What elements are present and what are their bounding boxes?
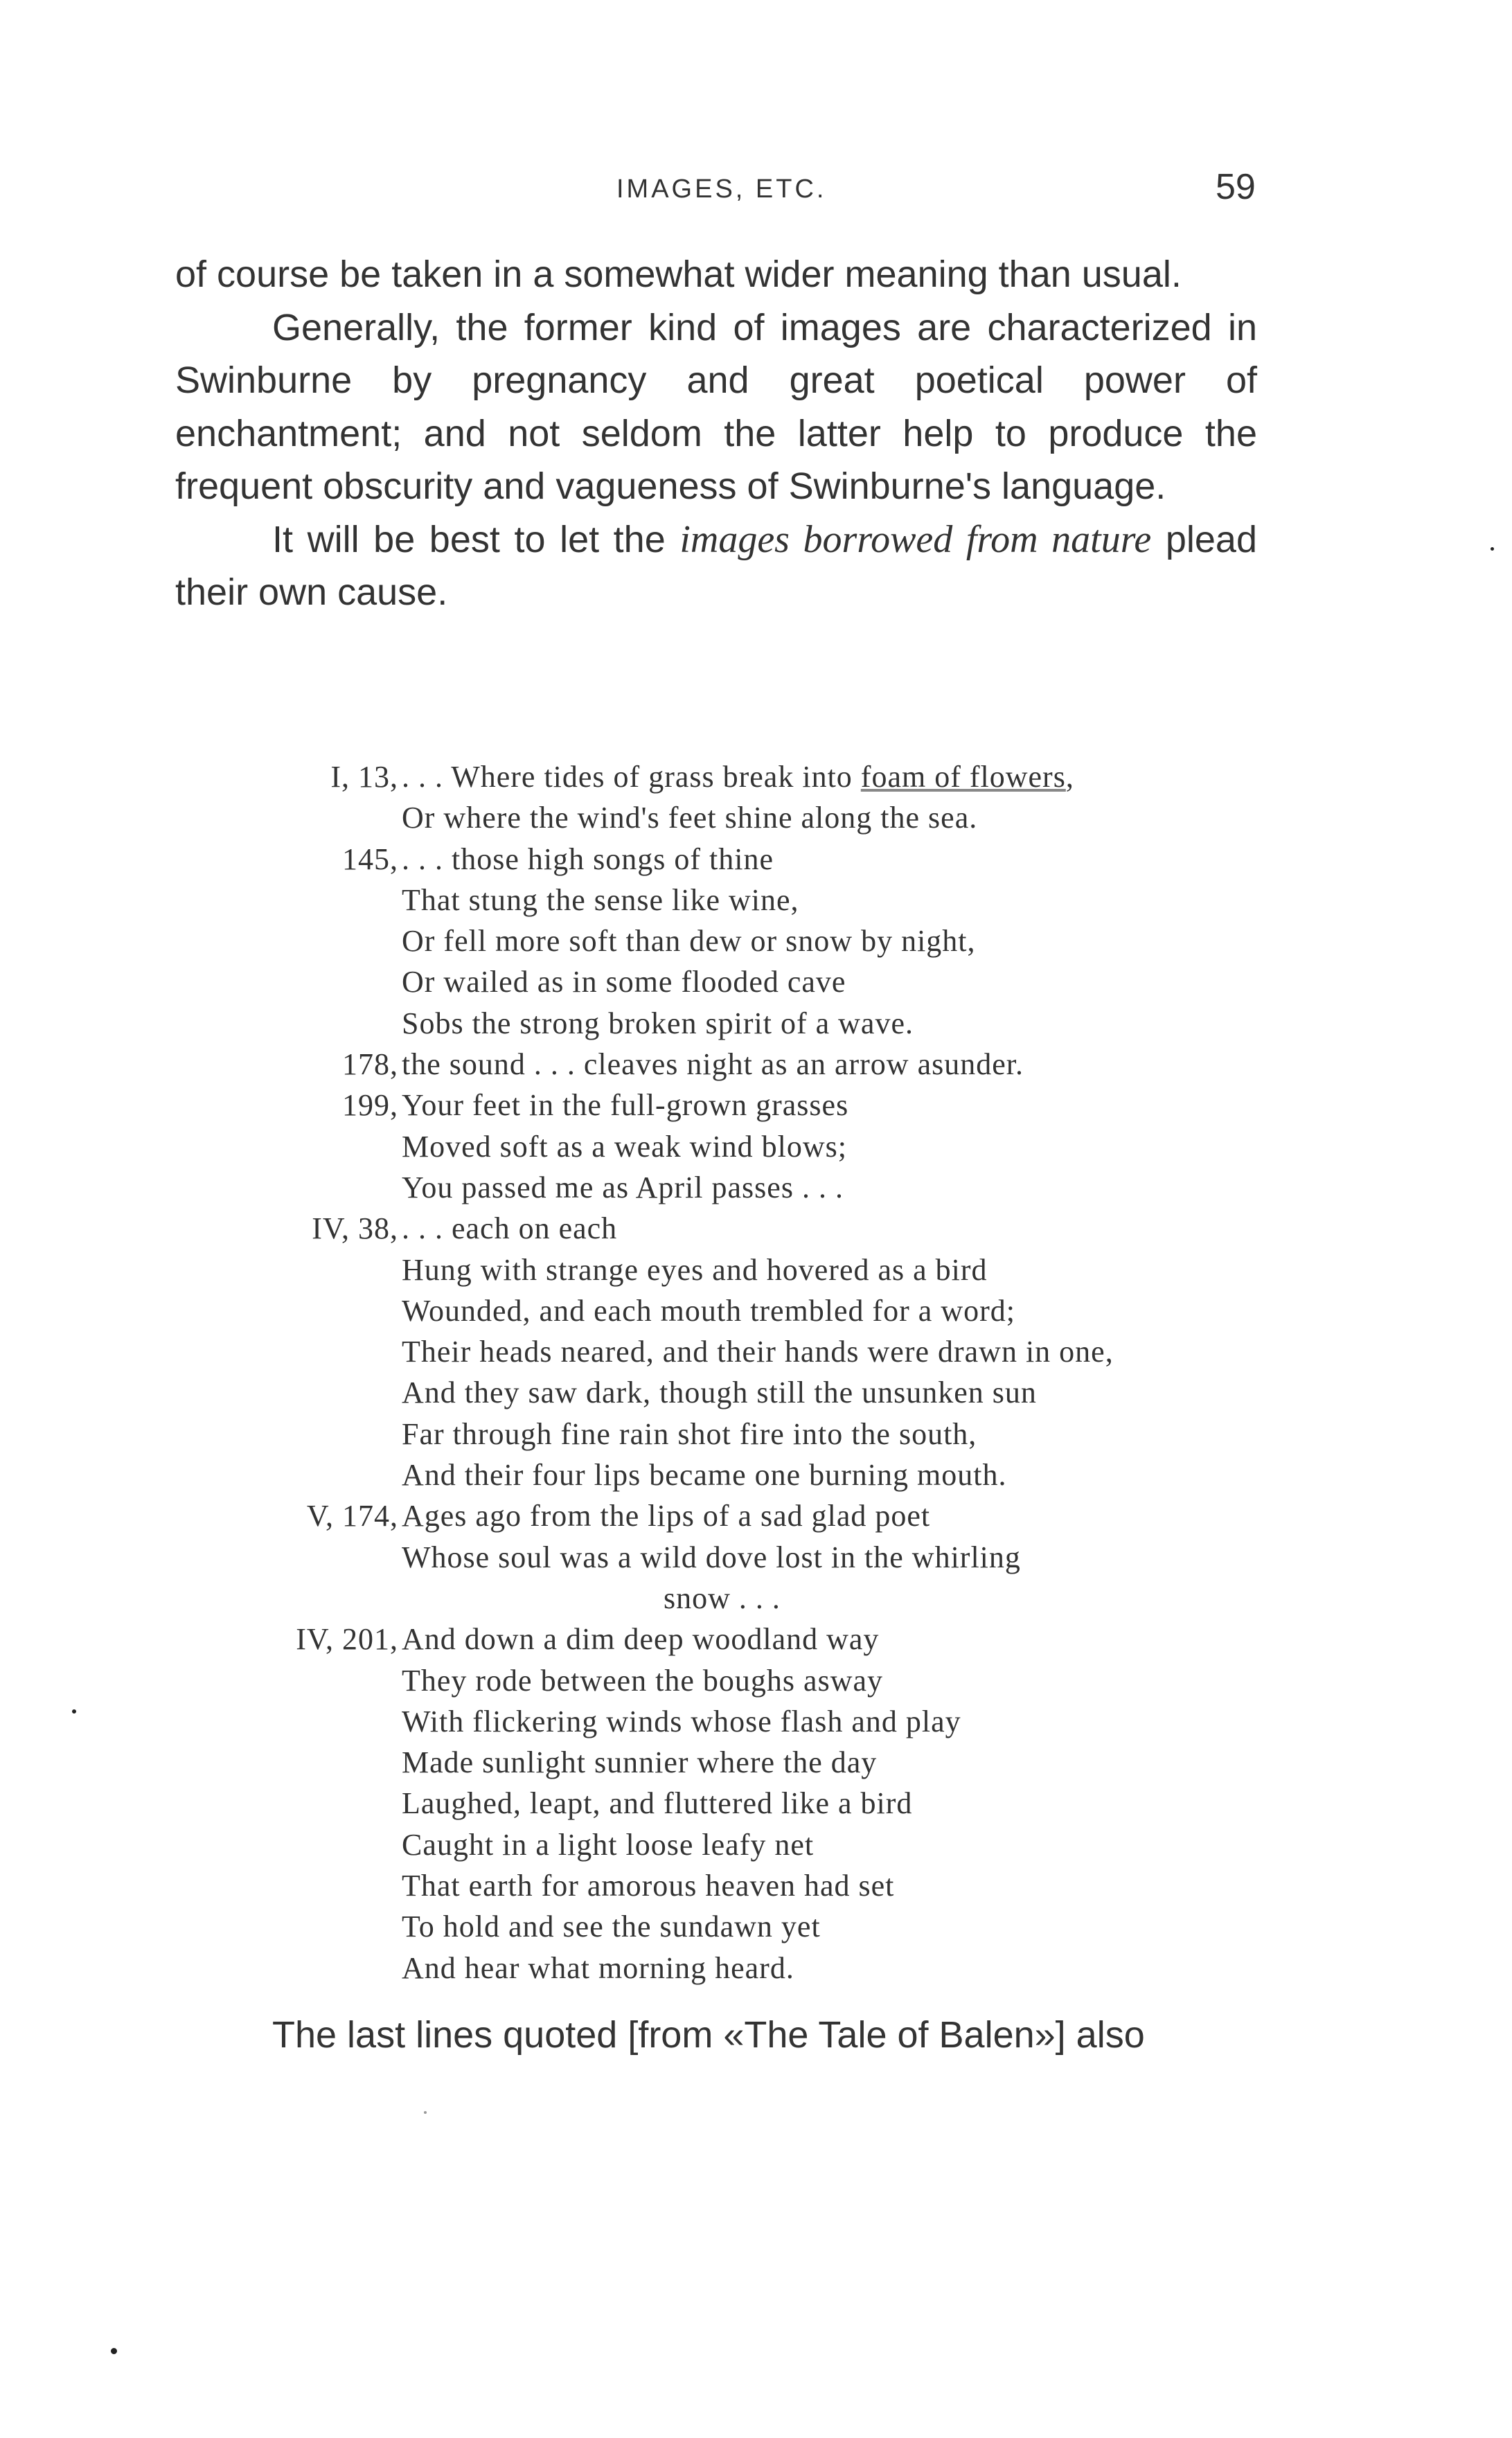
- quote-line: [263, 1249, 1268, 1290]
- quote-text: To hold and see the sundawn yet: [402, 1910, 821, 1944]
- quote-reference: 145,: [342, 842, 398, 876]
- quote-line: [263, 1619, 1268, 1660]
- paper-speck: [111, 2348, 117, 2354]
- quote-text: Their heads neared, and their hands were drawn in one,: [402, 1335, 1114, 1369]
- quote-text: Far through fine rain shot fire into the south,: [402, 1416, 977, 1451]
- quote-line: [263, 1906, 1268, 1947]
- quote-reference: 178,: [342, 1047, 398, 1082]
- quote-line: [263, 1331, 1268, 1372]
- paragraph-3: [175, 513, 1257, 619]
- quote-line: [263, 1742, 1268, 1783]
- quote-text: With flickering winds whose flash and play: [402, 1704, 961, 1738]
- quote-reference: IV, 201,: [296, 1622, 398, 1657]
- quote-text: snow . . .: [664, 1581, 781, 1615]
- quote-text: Or wailed as in some flooded cave: [402, 965, 846, 999]
- quote-line: [263, 1372, 1268, 1413]
- quote-line: [263, 920, 1268, 961]
- quote-line: [263, 1783, 1268, 1824]
- quote-reference: V, 174,: [306, 1499, 398, 1533]
- quote-text: Made sunlight sunnier where the day: [402, 1745, 878, 1780]
- quote-text: Or where the wind's feet shine along the sea.: [402, 801, 978, 835]
- quote-text: [402, 756, 1074, 797]
- quote-line: [263, 1495, 1268, 1536]
- quote-text: Wounded, and each mouth trembled for a word;: [402, 1293, 1015, 1328]
- quote-line: [263, 880, 1268, 920]
- quote-text-underlined: foam of flowers: [860, 760, 1066, 794]
- quote-line: [263, 1167, 1268, 1208]
- quote-reference: 199,: [342, 1088, 398, 1123]
- quote-text: the sound . . . cleaves night as an arrow asunder.: [402, 1047, 1024, 1082]
- quote-text: Or fell more soft than dew or snow by night,: [402, 924, 976, 959]
- quote-line: [263, 1003, 1268, 1044]
- quote-text-after: ,: [1065, 760, 1074, 794]
- quote-text: That earth for amorous heaven had set: [402, 1869, 895, 1903]
- quote-reference: IV, 38,: [312, 1211, 398, 1246]
- running-head: IMAGES, ETC.: [616, 175, 827, 204]
- quote-text: Your feet in the full-grown grasses: [402, 1088, 849, 1123]
- paragraph-2: Generally, the former kind of images are characterized in Swinburne by pregnancy and great poetical power of enchantment; and not seldom the latter help to produce the frequent obscurity and vagueness of Swinburne's language.: [175, 306, 1257, 507]
- quote-line: [263, 1701, 1268, 1742]
- paragraph-3-after: plead their own cause.: [175, 518, 1257, 613]
- quote-line: [263, 797, 1268, 838]
- quote-line: [263, 1085, 1268, 1125]
- quote-text: And down a dim deep woodland way: [402, 1622, 880, 1657]
- quote-line: [263, 1126, 1268, 1167]
- page-number: 59: [1216, 167, 1256, 207]
- quote-line: [263, 1865, 1268, 1906]
- quote-text: That stung the sense like wine,: [402, 882, 799, 917]
- quotation-block: [263, 756, 1268, 1988]
- paragraph-3-before: It will be best to let the: [272, 518, 680, 560]
- quote-line: [263, 961, 1268, 1002]
- quote-line: [263, 1414, 1268, 1454]
- quote-text: Laughed, leapt, and fluttered like a bird: [402, 1786, 913, 1821]
- quote-text: . . . those high songs of thine: [402, 842, 774, 876]
- quote-text: You passed me as April passes . . .: [402, 1170, 844, 1204]
- quote-text: And they saw dark, though still the unsunken sun: [402, 1376, 1037, 1410]
- quote-text: And hear what morning heard.: [402, 1950, 794, 1985]
- paper-speck: [72, 1709, 76, 1714]
- quote-text: And their four lips became one burning mouth.: [402, 1458, 1007, 1493]
- quote-reference: I, 13,: [330, 760, 398, 794]
- quote-line: [263, 1660, 1268, 1701]
- prose-top: [175, 248, 1257, 619]
- paper-speck: [1491, 547, 1494, 551]
- quote-line: [263, 1537, 1268, 1578]
- quote-text: Caught in a light loose leafy net: [402, 1827, 815, 1862]
- quote-text: Moved soft as a weak wind blows;: [402, 1129, 848, 1164]
- quote-text: They rode between the boughs asway: [402, 1663, 884, 1698]
- quote-text: Whose soul was a wild dove lost in the whirling: [402, 1540, 1021, 1574]
- prose-bottom: [175, 2009, 1257, 2062]
- quote-text: Hung with strange eyes and hovered as a bird: [402, 1252, 988, 1287]
- quote-line: [263, 1208, 1268, 1249]
- paragraph-4: The last lines quoted [from «The Tale of Balen»] also: [272, 2014, 1145, 2056]
- quote-line: [263, 1290, 1268, 1331]
- quote-line: [263, 839, 1268, 880]
- quote-text: Sobs the strong broken spirit of a wave.: [402, 1006, 914, 1040]
- paper-speck: [424, 2111, 427, 2114]
- quote-line: [263, 756, 1268, 797]
- quote-line: [263, 1824, 1268, 1865]
- quote-line: [263, 1044, 1268, 1085]
- quote-text: . . . each on each: [402, 1211, 618, 1246]
- quote-text: Ages ago from the lips of a sad glad poet: [402, 1499, 931, 1533]
- quote-text-before: . . . Where tides of grass break into: [402, 760, 861, 794]
- quote-line: [263, 1454, 1268, 1495]
- quote-line: [263, 1578, 1268, 1619]
- paragraph-3-italic: images borrowed from nature: [679, 517, 1152, 561]
- paragraph-1: of course be taken in a somewhat wider meaning than usual.: [175, 253, 1182, 295]
- quote-line: [263, 1948, 1268, 1988]
